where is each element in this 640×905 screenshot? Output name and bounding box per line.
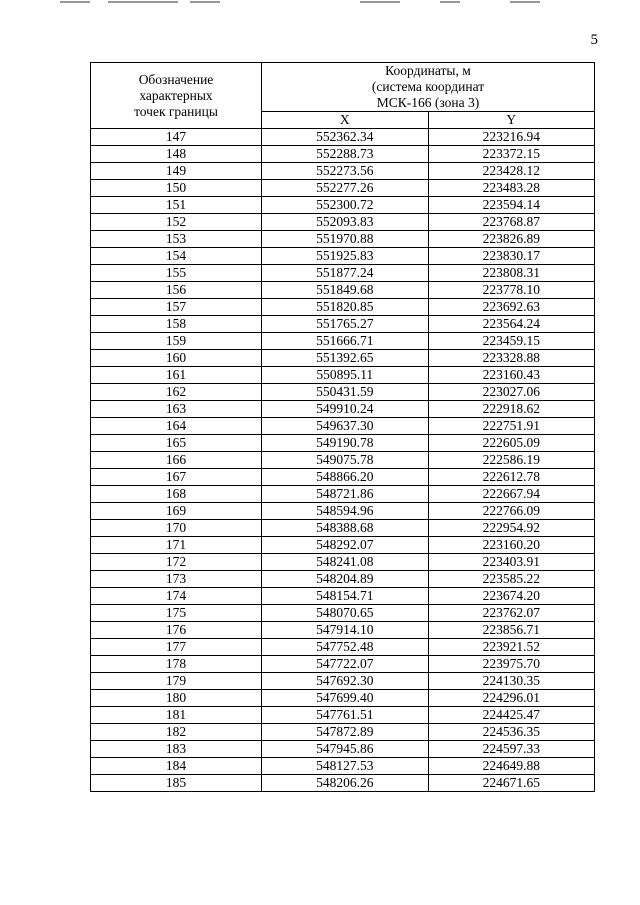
y-coordinate-cell: 222667.94 [428, 486, 595, 503]
point-number-cell: 184 [91, 758, 262, 775]
y-coordinate-cell: 223778.10 [428, 282, 595, 299]
table-row [91, 163, 595, 180]
table-row [91, 673, 595, 690]
table-row [91, 707, 595, 724]
y-coordinate-cell: 222586.19 [428, 452, 595, 469]
y-coordinate-cell: 222766.09 [428, 503, 595, 520]
x-coordinate-cell: 552362.34 [262, 129, 429, 146]
point-number-cell: 175 [91, 605, 262, 622]
x-coordinate-cell: 547722.07 [262, 656, 429, 673]
table-row [91, 571, 595, 588]
table-row [91, 418, 595, 435]
coordinates-header: Координаты, м (система координат МСК-166 (зона 3) [262, 63, 595, 112]
table-row [91, 367, 595, 384]
point-number-cell: 160 [91, 350, 262, 367]
point-number-cell: 161 [91, 367, 262, 384]
x-coordinate-cell: 547699.40 [262, 690, 429, 707]
point-number-cell: 150 [91, 180, 262, 197]
point-number-cell: 180 [91, 690, 262, 707]
y-coordinate-cell: 223428.12 [428, 163, 595, 180]
y-coordinate-cell: 223762.07 [428, 605, 595, 622]
table-row [91, 435, 595, 452]
y-coordinate-cell: 224536.35 [428, 724, 595, 741]
table-row [91, 554, 595, 571]
x-coordinate-cell: 548866.20 [262, 469, 429, 486]
scan-artifact-marks [60, 0, 560, 6]
y-coordinate-cell: 223160.43 [428, 367, 595, 384]
point-number-cell: 170 [91, 520, 262, 537]
y-coordinate-cell: 223674.20 [428, 588, 595, 605]
x-coordinate-cell: 547914.10 [262, 622, 429, 639]
point-designation-header: Обозначение характерных точек границы [91, 63, 262, 129]
point-number-cell: 164 [91, 418, 262, 435]
x-coordinate-cell: 548721.86 [262, 486, 429, 503]
y-coordinate-cell: 223830.17 [428, 248, 595, 265]
point-number-cell: 168 [91, 486, 262, 503]
y-coordinate-cell: 224296.01 [428, 690, 595, 707]
table-row [91, 758, 595, 775]
x-coordinate-cell: 551765.27 [262, 316, 429, 333]
x-coordinate-cell: 547692.30 [262, 673, 429, 690]
x-column-header: X [262, 112, 429, 129]
x-coordinate-cell: 548292.07 [262, 537, 429, 554]
x-coordinate-cell: 551392.65 [262, 350, 429, 367]
x-coordinate-cell: 552093.83 [262, 214, 429, 231]
y-coordinate-cell: 223692.63 [428, 299, 595, 316]
x-coordinate-cell: 548204.89 [262, 571, 429, 588]
table-row [91, 333, 595, 350]
y-coordinate-cell: 223826.89 [428, 231, 595, 248]
x-coordinate-cell: 548154.71 [262, 588, 429, 605]
point-number-cell: 159 [91, 333, 262, 350]
y-coordinate-cell: 224649.88 [428, 758, 595, 775]
y-coordinate-cell: 223856.71 [428, 622, 595, 639]
table-row [91, 384, 595, 401]
x-coordinate-cell: 549075.78 [262, 452, 429, 469]
table-row [91, 520, 595, 537]
y-coordinate-cell: 224597.33 [428, 741, 595, 758]
point-number-cell: 178 [91, 656, 262, 673]
coordinates-table [90, 62, 595, 792]
point-number-cell: 174 [91, 588, 262, 605]
y-coordinate-cell: 223459.15 [428, 333, 595, 350]
x-coordinate-cell: 551877.24 [262, 265, 429, 282]
y-coordinate-cell: 223403.91 [428, 554, 595, 571]
point-number-cell: 183 [91, 741, 262, 758]
y-coordinate-cell: 223328.88 [428, 350, 595, 367]
table-row [91, 401, 595, 418]
x-coordinate-cell: 547761.51 [262, 707, 429, 724]
point-number-cell: 153 [91, 231, 262, 248]
table-row [91, 724, 595, 741]
point-number-cell: 157 [91, 299, 262, 316]
y-coordinate-cell: 223216.94 [428, 129, 595, 146]
point-number-cell: 158 [91, 316, 262, 333]
table-row [91, 605, 595, 622]
table-row [91, 656, 595, 673]
y-coordinate-cell: 222918.62 [428, 401, 595, 418]
x-coordinate-cell: 549910.24 [262, 401, 429, 418]
x-coordinate-cell: 552277.26 [262, 180, 429, 197]
x-coordinate-cell: 548388.68 [262, 520, 429, 537]
point-number-cell: 185 [91, 775, 262, 792]
table-row [91, 639, 595, 656]
table-row [91, 741, 595, 758]
x-coordinate-cell: 547752.48 [262, 639, 429, 656]
point-number-cell: 155 [91, 265, 262, 282]
table-row [91, 146, 595, 163]
point-number-cell: 149 [91, 163, 262, 180]
x-coordinate-cell: 551925.83 [262, 248, 429, 265]
x-coordinate-cell: 548241.08 [262, 554, 429, 571]
point-number-cell: 172 [91, 554, 262, 571]
y-coordinate-cell: 223921.52 [428, 639, 595, 656]
x-coordinate-cell: 547945.86 [262, 741, 429, 758]
point-number-cell: 167 [91, 469, 262, 486]
y-coordinate-cell: 222605.09 [428, 435, 595, 452]
table-row [91, 197, 595, 214]
point-number-cell: 177 [91, 639, 262, 656]
y-coordinate-cell: 223808.31 [428, 265, 595, 282]
x-coordinate-cell: 552273.56 [262, 163, 429, 180]
table-row [91, 129, 595, 146]
x-coordinate-cell: 549190.78 [262, 435, 429, 452]
table-row [91, 469, 595, 486]
point-number-cell: 148 [91, 146, 262, 163]
y-coordinate-cell: 224130.35 [428, 673, 595, 690]
table-row [91, 503, 595, 520]
point-number-cell: 181 [91, 707, 262, 724]
table-row [91, 299, 595, 316]
x-coordinate-cell: 548070.65 [262, 605, 429, 622]
table-row [91, 775, 595, 792]
table-row [91, 265, 595, 282]
x-coordinate-cell: 551970.88 [262, 231, 429, 248]
y-coordinate-cell: 224671.65 [428, 775, 595, 792]
y-coordinate-cell: 223585.22 [428, 571, 595, 588]
table-row [91, 622, 595, 639]
point-number-cell: 179 [91, 673, 262, 690]
x-coordinate-cell: 548206.26 [262, 775, 429, 792]
y-coordinate-cell: 224425.47 [428, 707, 595, 724]
point-number-cell: 173 [91, 571, 262, 588]
y-coordinate-cell: 223594.14 [428, 197, 595, 214]
point-number-cell: 163 [91, 401, 262, 418]
x-coordinate-cell: 548127.53 [262, 758, 429, 775]
point-number-cell: 182 [91, 724, 262, 741]
table-row [91, 690, 595, 707]
y-coordinate-cell: 222612.78 [428, 469, 595, 486]
table-row [91, 588, 595, 605]
point-number-cell: 171 [91, 537, 262, 554]
table-row [91, 248, 595, 265]
point-number-cell: 156 [91, 282, 262, 299]
y-coordinate-cell: 223975.70 [428, 656, 595, 673]
x-coordinate-cell: 549637.30 [262, 418, 429, 435]
y-coordinate-cell: 223027.06 [428, 384, 595, 401]
y-coordinate-cell: 223768.87 [428, 214, 595, 231]
table-row [91, 316, 595, 333]
x-coordinate-cell: 550895.11 [262, 367, 429, 384]
point-number-cell: 151 [91, 197, 262, 214]
point-number-cell: 152 [91, 214, 262, 231]
x-coordinate-cell: 551849.68 [262, 282, 429, 299]
y-coordinate-cell: 223564.24 [428, 316, 595, 333]
x-coordinate-cell: 547872.89 [262, 724, 429, 741]
table-row [91, 214, 595, 231]
y-coordinate-cell: 223160.20 [428, 537, 595, 554]
y-coordinate-cell: 223372.15 [428, 146, 595, 163]
point-number-cell: 147 [91, 129, 262, 146]
page-number: 5 [590, 32, 598, 48]
table-row [91, 452, 595, 469]
table-row [91, 231, 595, 248]
y-coordinate-cell: 222954.92 [428, 520, 595, 537]
table-row [91, 486, 595, 503]
table-row [91, 282, 595, 299]
x-coordinate-cell: 551820.85 [262, 299, 429, 316]
point-number-cell: 165 [91, 435, 262, 452]
y-coordinate-cell: 222751.91 [428, 418, 595, 435]
x-coordinate-cell: 550431.59 [262, 384, 429, 401]
x-coordinate-cell: 552288.73 [262, 146, 429, 163]
table-row [91, 350, 595, 367]
point-number-cell: 162 [91, 384, 262, 401]
x-coordinate-cell: 552300.72 [262, 197, 429, 214]
point-number-cell: 166 [91, 452, 262, 469]
table-body [91, 129, 595, 792]
point-number-cell: 154 [91, 248, 262, 265]
point-number-cell: 176 [91, 622, 262, 639]
y-column-header: Y [428, 112, 595, 129]
x-coordinate-cell: 551666.71 [262, 333, 429, 350]
table-row [91, 537, 595, 554]
table-row [91, 180, 595, 197]
point-number-cell: 169 [91, 503, 262, 520]
x-coordinate-cell: 548594.96 [262, 503, 429, 520]
y-coordinate-cell: 223483.28 [428, 180, 595, 197]
